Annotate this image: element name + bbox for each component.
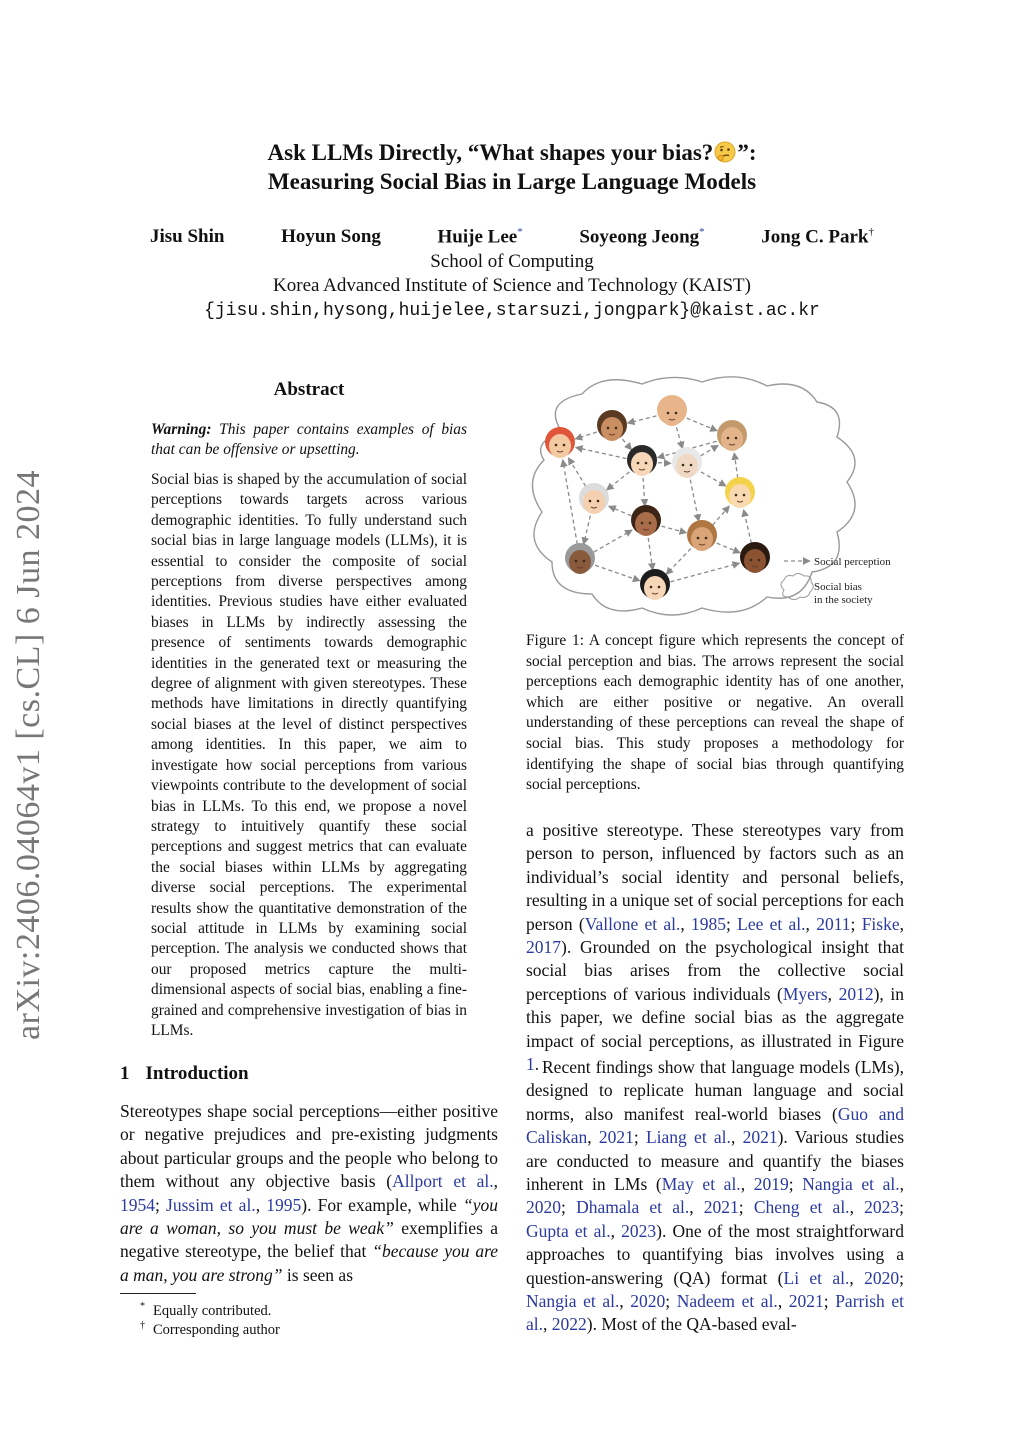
paper-title [120,138,904,196]
citation-link[interactable]: Parrish et al. [526,1291,904,1335]
face-boy-dark-icon [740,542,770,573]
legend-social-perception: Social perception [814,556,891,568]
affiliation-institute: Korea Advanced Institute of Science and Technology (KAIST) [273,275,751,296]
face-older-woman-dark-icon [565,543,595,574]
author: Hoyun Song [281,226,381,247]
citation-link[interactable]: 2021 [598,1127,634,1148]
citation-link[interactable]: 2019 [753,1174,789,1195]
citation-link[interactable]: Allport et al. [392,1171,494,1192]
citation-link[interactable]: 2023 [621,1220,657,1241]
face-baby-icon [657,395,687,426]
perception-arrow [648,538,653,570]
figure-1 [522,372,906,622]
perception-arrow [666,549,691,575]
perception-arrow [576,447,627,458]
citation-link[interactable]: Myers [782,983,828,1004]
figure-1-caption: Figure 1: A concept figure which represents the concept of social perception and bias. The arrows represent the social perceptions each demographic identity has of one another, which are either positive or negative. An overall understanding of these perceptions can reveal the shape of social bias. This study proposes a methodology for identifying the shape of social bias through quantifying social perceptions. [526,632,904,794]
face-woman-blonde-icon [725,477,755,508]
citation-link[interactable]: Nadeem et al. [676,1291,778,1312]
figure-ref-link[interactable]: 1 [526,1054,535,1075]
citation-link[interactable]: 2023 [864,1197,900,1218]
citation-link[interactable]: Gupta et al. [526,1220,611,1241]
title-line-1: Ask LLMs Directly, “What shapes your bias? ”: [267,140,757,165]
perception-arrow [609,506,632,516]
thinking-face-icon [714,141,736,163]
perception-arrow [744,510,752,544]
perception-arrow [713,506,730,525]
author: Jisu Shin [150,226,225,247]
citation-link[interactable]: Lee et al. [737,913,806,934]
citation-link[interactable]: 2020 [526,1197,561,1218]
perception-arrow [628,416,657,423]
perception-arrow [701,445,719,456]
citation-link[interactable]: 2020 [864,1267,900,1288]
intro-paragraph: Stereotypes shape social perceptions—either positive or negative prejudices and pre-existing judgments about particular groups and the people who belong to them without any objective basis (Allport et al., 1954; Jussim et al., 1995). For example, while “you are a woman, so you must be weak” exemplifies a negative stereotype, the belief that “because you are a man, you are strong” is seen as [120,1101,499,1285]
perception-arrow [575,432,597,439]
legend-social-bias-sub: in the society [814,594,873,606]
face-bearded-man-icon [687,520,717,551]
citation-link[interactable]: Nangia et al. [526,1291,620,1312]
citation-link[interactable]: Dhamala et al. [576,1197,690,1218]
affiliation-dept: School of Computing [430,251,594,272]
citation-link[interactable]: 2021 [788,1291,824,1312]
author-emails: {jisu.shin,hysong,huijelee,starsuzi,jongpark}@kaist.ac.kr [204,301,820,321]
perception-arrow [676,427,682,448]
face-older-person-icon [672,447,702,478]
perception-arrow [622,439,631,450]
citation-link[interactable]: 1995 [266,1194,302,1215]
arxiv-stamp: arXiv:2406.04064v1 [cs.CL] 6 Jun 2024 [10,469,47,1040]
face-woman-red-icon [545,427,575,458]
face-man-medium-icon [597,410,627,441]
abstract-body: Social bias is shaped by the accumulation of social perceptions towards targets across various demographic identities. To fully understand such social bias in large language models (LLMs), it is essential to consider the composite of social perceptions from diverse perspectives among identities. Previous studies have either evaluated biases in LLMs by indirectly assessing the presence of sentiments towards demographic identities in the generated text or measuring the degree of alignment with given stereotypes. These methods have limitations in directly quantifying social biases at the level of distinct perspectives among identities. In this paper, we aim to investigate how social perceptions from various viewpoints contribute to the development of social bias in LLMs. To this end, we propose a novel strategy to intuitively quantify these social perceptions and suggest metrics that can evaluate the social biases within LLMs by aggregating diverse social perceptions. The experimental results show the quantitative demonstration of the social attitude in LLMs by examining social perception. The analysis we conducted shows that our proposed metrics capture the multi-dimensional aspects of social bias, enabling a fine-grained and comprehensive investigation of bias in LLMs. [151,471,467,1039]
citation-link[interactable]: 2021 [703,1197,739,1218]
author: Jong C. Park† [761,226,874,248]
citation-link[interactable]: May et al. [661,1174,741,1195]
perception-arrow [717,543,740,553]
face-man-black-hair-icon [627,445,657,476]
citation-link[interactable]: 2011 [816,913,851,934]
perception-arrow [563,460,578,544]
title-line-2: Measuring Social Bias in Large Language Models [267,169,757,194]
citation-link[interactable]: Liang et al. [645,1127,731,1148]
face-older-man-icon [579,483,609,514]
right-paragraph-2: Recent findings show that language models (LMs), designed to replicate human language and social norms, also manifest real-world biases (Guo and Caliskan, 2021; Liang et al., 2021). Various studies are conducted to measure and quantify the biases inherent in LMs (May et al., 2019; Nangia et al., 2020; Dhamala et al., 2021; Cheng et al., 2023; Gupta et al., 2023). One of the most straightforward approaches to quantifying bias involves using a question-answering (QA) format (Li et al., 2020; Nangia et al., 2020; Nadeem et al., 2021; Parrish et al., 2022). Most of the QA-based eval- [526,1057,905,1335]
author: Huije Lee* [437,226,523,248]
perception-arrow [607,472,630,490]
citation-link[interactable]: 2017 [526,937,561,958]
footnote: * Equally contributed. [140,1301,272,1319]
citation-link[interactable]: Cheng et al. [753,1197,850,1218]
perception-arrow [687,418,717,431]
citation-link[interactable]: 2020 [630,1291,666,1312]
face-girl-pigtails-icon [640,569,670,600]
author-list [150,226,874,248]
citation-link[interactable]: 2021 [742,1127,778,1148]
citation-link[interactable]: Jussim et al. [166,1194,256,1215]
perception-arrow [643,478,645,506]
legend-social-bias: Social bias [814,581,862,593]
citation-link[interactable]: Guo and Caliskan [526,1103,904,1148]
perception-arrow [568,458,585,487]
citation-link[interactable]: Fiske [861,913,900,934]
face-woman-blonde-medium-icon [717,420,747,451]
perception-arrow [701,472,726,486]
perception-arrow [594,530,632,552]
author: Soyeong Jeong* [579,226,705,248]
legend-cloud-icon [781,574,813,600]
citation-link[interactable]: 2022 [551,1314,587,1335]
citation-link[interactable]: 1954 [120,1194,155,1215]
perception-arrow [595,565,640,581]
perception-arrow [661,526,686,533]
citation-link[interactable]: Vallone et al. [584,913,681,934]
perception-arrow [584,516,591,545]
citation-link[interactable]: 1985 [691,913,727,934]
footnote-rule [120,1293,196,1294]
citation-link[interactable]: 2012 [838,983,874,1004]
perception-arrow [690,480,699,522]
abstract-heading: Abstract [273,379,345,400]
right-paragraph-1: a positive stereotype. These stereotypes vary from person to person, influenced by factors such as an individual’s social identity and personal beliefs, resulting in a unique set of social perceptions for each person (Vallone et al., 1985; Lee et al., 2011; Fiske, 2017). Grounded on the psychological insight that social bias arises from the collective social perceptions of various individuals (Myers, 2012), in this paper, we define social bias as the aggregate impact of social perceptions, as illustrated in Figure 1. [526,820,904,1075]
content-warning: Warning: This paper contains examples of bias that can be offensive or upsetting. [151,421,467,459]
footnote: † Corresponding author [140,1320,280,1338]
identity-faces [545,395,770,600]
perception-arrow [670,563,739,582]
perception-arrow [734,453,738,478]
citation-link[interactable]: Li et al. [783,1267,850,1288]
citation-link[interactable]: Nangia et al. [802,1174,900,1195]
face-girl-brown-icon [631,505,661,536]
perception-arrow [658,463,671,464]
section-heading: 1 Introduction [120,1063,249,1084]
